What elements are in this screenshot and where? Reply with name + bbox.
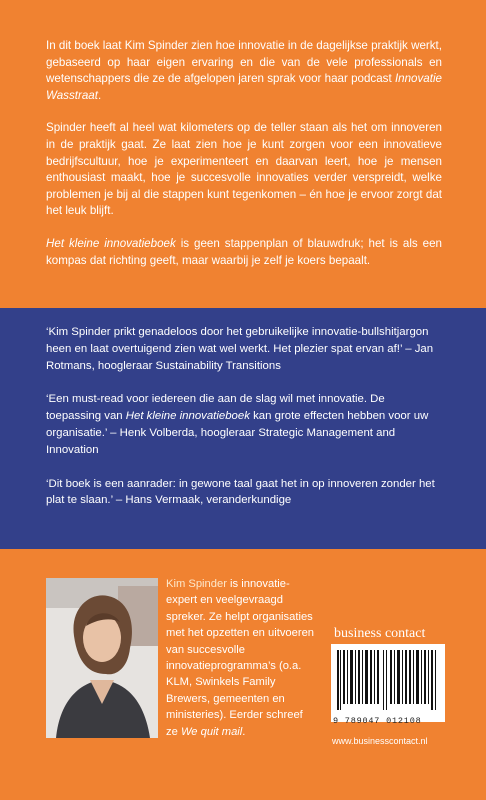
author-name: Kim Spinder — [166, 578, 227, 590]
blurb-text: . — [97, 88, 102, 102]
blurb-text: In dit boek laat Kim Spinder zien hoe innovatie in de dagelijkse praktijk werkt, gebaseerd op haar eigen ervaring en die van de vele professionals en wetenschappers die ze de afgelopen jaren sprak voor haar podcast — [46, 39, 442, 86]
blurb-text: is geen stappenplan of blauwdruk; het is als een kompas dat richting geeft, maar waarbij je zelf je koers bepaalt. — [46, 236, 442, 267]
book-title: We quit mail — [180, 725, 243, 738]
book-title: Het kleine innovatieboek — [125, 410, 250, 423]
quote-text: ‘Een must-read voor iedereen die aan de slag wil met innovatie. De toepassing van — [46, 393, 385, 423]
isbn-number: 9 789047 012108 — [333, 716, 422, 726]
bio-text: is innovatie-expert en veelgevraagd spreker. Ze helpt organisaties met het opzetten en uitvoeren van succesvolle innovatieprogramma’s (o.a. KLM, Swinkels Family Brewers, gemeenten en ministeries). Eerder schreef ze — [166, 578, 315, 738]
quote-1: ‘Kim Spinder prikt genadeloos door het gebruikelijke innovatie-bullshitjargon heen en laat overtuigend zien wat wel werkt. Het plezier spat ervan af!’ – Jan Rotmans, hoogleraar Sustainability Transitions — [46, 326, 434, 372]
book-title: Het kleine innovatieboek — [46, 236, 176, 250]
quote-2 — [46, 391, 442, 458]
blurb-paragraph-2: Spinder heeft al heel wat kilometers op de teller staan als het om innoveren in de praktijk gaat. Ze laat zien hoe je kunt zorgen voor een innovatieve bedrijfscultuur, hoe je experimenteert en daarvan leert, hoe je mensen enthousiast maakt, hoe je succesvolle innovaties verder verspreidt, welke problemen je bij al die stappen kunt tegenkomen – én hoe je ervoor zorgt dat het leuk blijft. — [46, 121, 442, 218]
bio-text: . — [242, 725, 246, 738]
publisher-url: www.businesscontact.nl — [332, 736, 428, 746]
quote-text: kan grote effecten hebben voor uw organisatie.’ – Henk Volberda, hoogleraar Strategic Management and Innovation — [46, 410, 429, 456]
blurb-paragraph-3 — [46, 236, 442, 269]
quotes — [46, 324, 442, 526]
quote-3: ‘Dit boek is een aanrader: in gewone taal gaat het in op innoveren zonder het plat te slaan.’ – Hans Vermaak, veranderkundige — [46, 477, 435, 507]
author-photo — [46, 578, 158, 738]
publisher-logo: business contact — [334, 626, 426, 641]
podcast-title: Innovatie Wasstraat — [46, 72, 442, 102]
barcode — [331, 644, 445, 722]
blurb-paragraph-1 — [46, 38, 442, 104]
blurb — [46, 38, 442, 269]
author-bio — [166, 576, 316, 740]
